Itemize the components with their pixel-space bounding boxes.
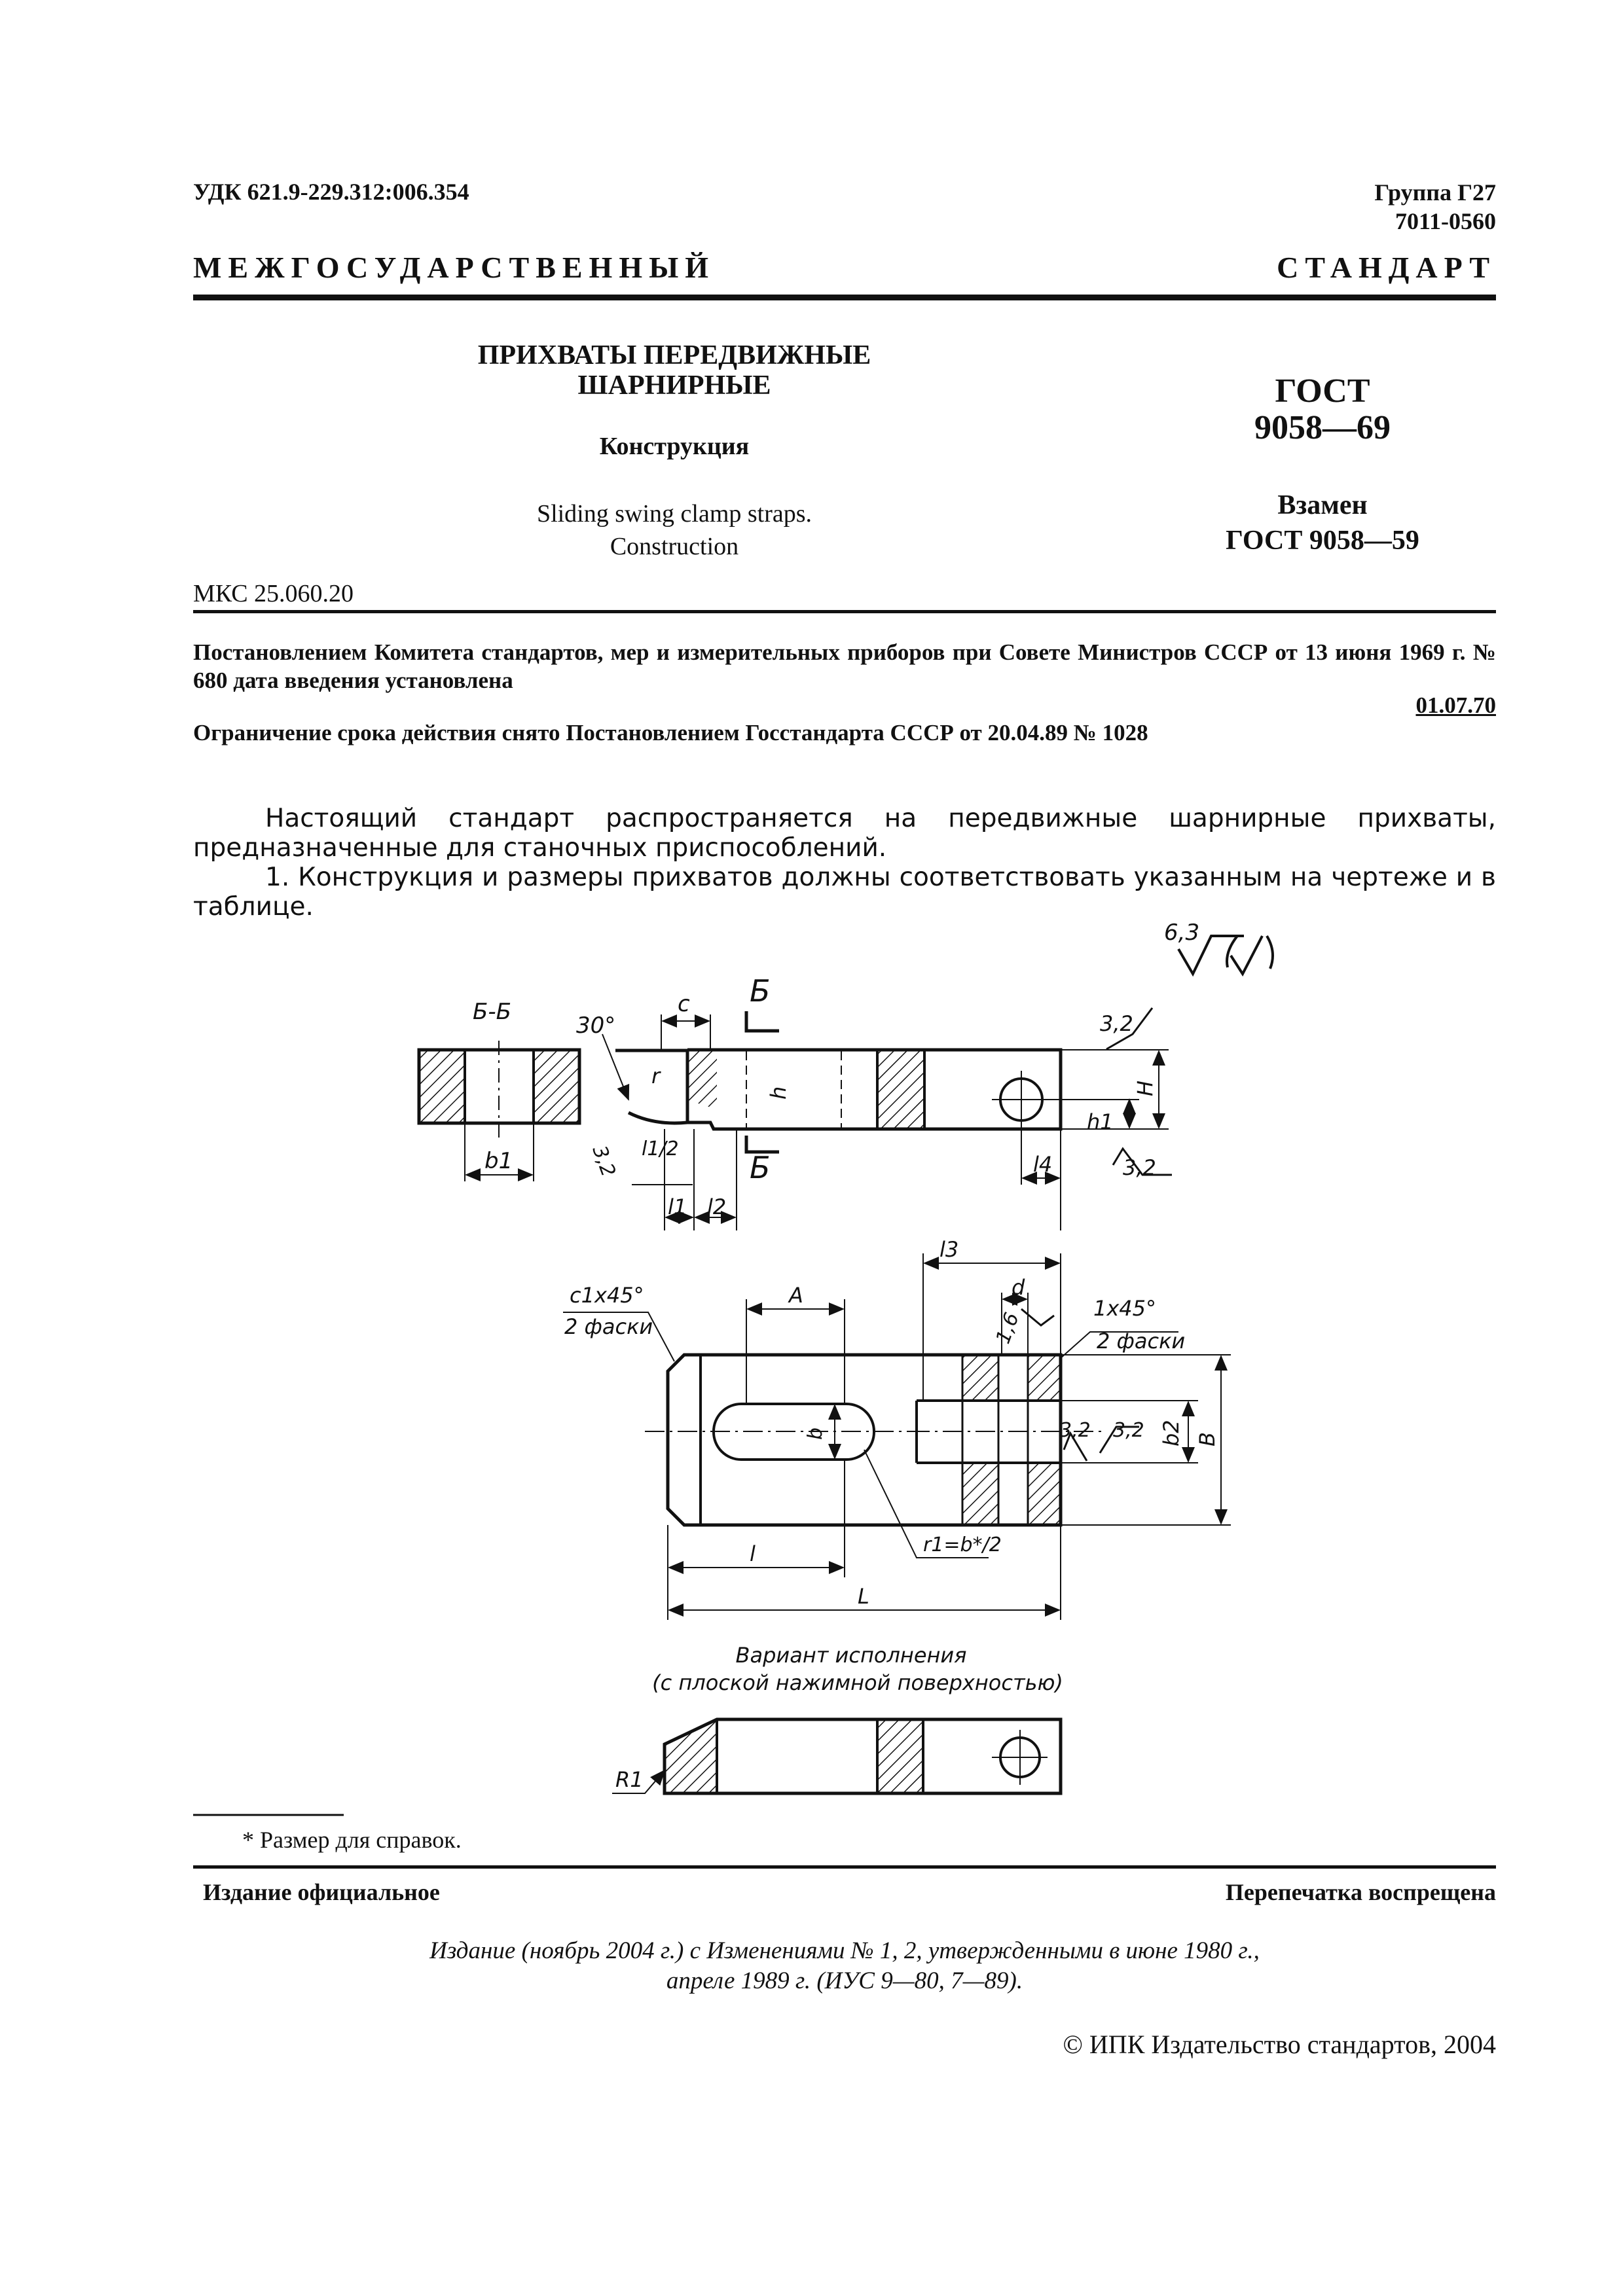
mks-code: МКС 25.060.20 bbox=[193, 580, 354, 607]
subtitle: Конструкция bbox=[599, 433, 750, 460]
dim-b: b bbox=[804, 1427, 827, 1440]
gost-number: 9058—69 bbox=[1254, 409, 1391, 446]
dim-B: B bbox=[1195, 1432, 1220, 1446]
udk-code: УДК 621.9-229.312:006.354 bbox=[193, 179, 469, 205]
two-chamfers-right: 2 фаски bbox=[1097, 1329, 1186, 1354]
variant-label-2: (с плоской нажимной поверхностью) bbox=[652, 1670, 1063, 1695]
rough-16: 1,6 bbox=[991, 1309, 1024, 1347]
roughness-value: 6,3 bbox=[1164, 920, 1200, 946]
title-line-2: ШАРНИРНЫЕ bbox=[577, 370, 771, 401]
rough-32-plan-left: 3,2 bbox=[1059, 1419, 1091, 1442]
two-chamfers-left: 2 фаски bbox=[564, 1314, 653, 1339]
footnote: * Размер для справок. bbox=[242, 1827, 462, 1853]
section-label: Б-Б bbox=[473, 999, 511, 1025]
dim-r: r bbox=[651, 1064, 661, 1088]
dim-b1: b1 bbox=[484, 1148, 513, 1174]
classification-code: 7011-0560 bbox=[1395, 208, 1496, 234]
dim-l3: l3 bbox=[939, 1237, 959, 1262]
dim-chamfer-1x45: 1x45° bbox=[1093, 1296, 1157, 1321]
dim-d: d bbox=[1012, 1275, 1025, 1300]
title-line-1: ПРИХВАТЫ ПЕРЕДВИЖНЫЕ bbox=[477, 340, 871, 370]
rough-32-bottom: 3,2 bbox=[1123, 1155, 1156, 1180]
section-mark-top: Б bbox=[750, 973, 771, 1009]
reprint-prohibited: Перепечатка воспрещена bbox=[1225, 1879, 1496, 1905]
dim-l2: l2 bbox=[707, 1194, 727, 1219]
dim-r1: r1=b*/2 bbox=[923, 1534, 1002, 1556]
introduction-date: 01.07.70 bbox=[1415, 692, 1496, 718]
edition-line-1: Издание (ноябрь 2004 г.) с Изменениями № 1, 2, утвержденными в июне 1980 г., bbox=[429, 1937, 1260, 1964]
english-title-line-1: Sliding swing clamp straps. bbox=[536, 500, 812, 528]
dim-h1: h1 bbox=[1087, 1109, 1114, 1134]
rough-32-left: 3,2 bbox=[587, 1142, 620, 1180]
dim-h: h bbox=[766, 1086, 791, 1100]
rough-32-plan-right: 3,2 bbox=[1113, 1419, 1144, 1442]
dim-b2: b2 bbox=[1159, 1420, 1184, 1446]
replaces-value: ГОСТ 9058—59 bbox=[1226, 526, 1419, 556]
variant-view bbox=[612, 1719, 1061, 1793]
body-paragraph-1: Настоящий стандарт распространяется на передвижные шарнирные прихваты, предназначенные для станочных приспособлений. bbox=[193, 804, 1496, 863]
rough-32-top: 3,2 bbox=[1100, 1011, 1133, 1036]
edition-line-2: апреле 1989 г. (ИУС 9—80, 7—89). bbox=[666, 1967, 1023, 1994]
dim-l4: l4 bbox=[1033, 1152, 1053, 1177]
replaces-label: Взамен bbox=[1277, 490, 1368, 520]
copyright: © ИПК Издательство стандартов, 2004 bbox=[1063, 2030, 1496, 2059]
footer-rule bbox=[193, 1865, 1496, 1869]
dim-l1: l1 bbox=[668, 1194, 687, 1219]
dim-l: l bbox=[750, 1541, 756, 1566]
section-mark-bottom: Б bbox=[750, 1150, 771, 1185]
official-edition: Издание официальное bbox=[203, 1879, 440, 1905]
dim-A: A bbox=[789, 1283, 803, 1308]
group-label: Группа Г27 bbox=[1374, 179, 1496, 206]
angle-30: 30° bbox=[576, 1013, 616, 1039]
dim-L: L bbox=[858, 1584, 869, 1609]
gost-label: ГОСТ bbox=[1275, 372, 1370, 410]
body-paragraph-2: 1. Конструкция и размеры прихватов должны соответствовать указанным на чертеже и в таблице. bbox=[193, 863, 1496, 922]
decree-text: Постановлением Комитета стандартов, мер и измерительных приборов при Совете Министров СССР от 13 июня 1969 г. № 680 дата введения установлена bbox=[193, 639, 1496, 693]
dim-c1: c1x45° bbox=[570, 1283, 644, 1308]
edition-info bbox=[193, 1936, 1496, 1996]
interstate-standard-banner: МЕЖГОСУДАРСТВЕННЫЙ СТАНДАРТ bbox=[193, 251, 1496, 284]
variant-label-1: Вариант исполнения bbox=[735, 1643, 967, 1668]
dim-c: c bbox=[678, 991, 690, 1017]
dim-H: H bbox=[1133, 1080, 1158, 1096]
dim-R1: R1 bbox=[615, 1767, 644, 1792]
limitation-text: Ограничение срока действия снято Постановлением Госстандарта СССР от 20.04.89 № 1028 bbox=[193, 720, 1148, 745]
english-title-line-2: Construction bbox=[610, 533, 739, 560]
dim-l1-half: l1/2 bbox=[642, 1138, 679, 1160]
